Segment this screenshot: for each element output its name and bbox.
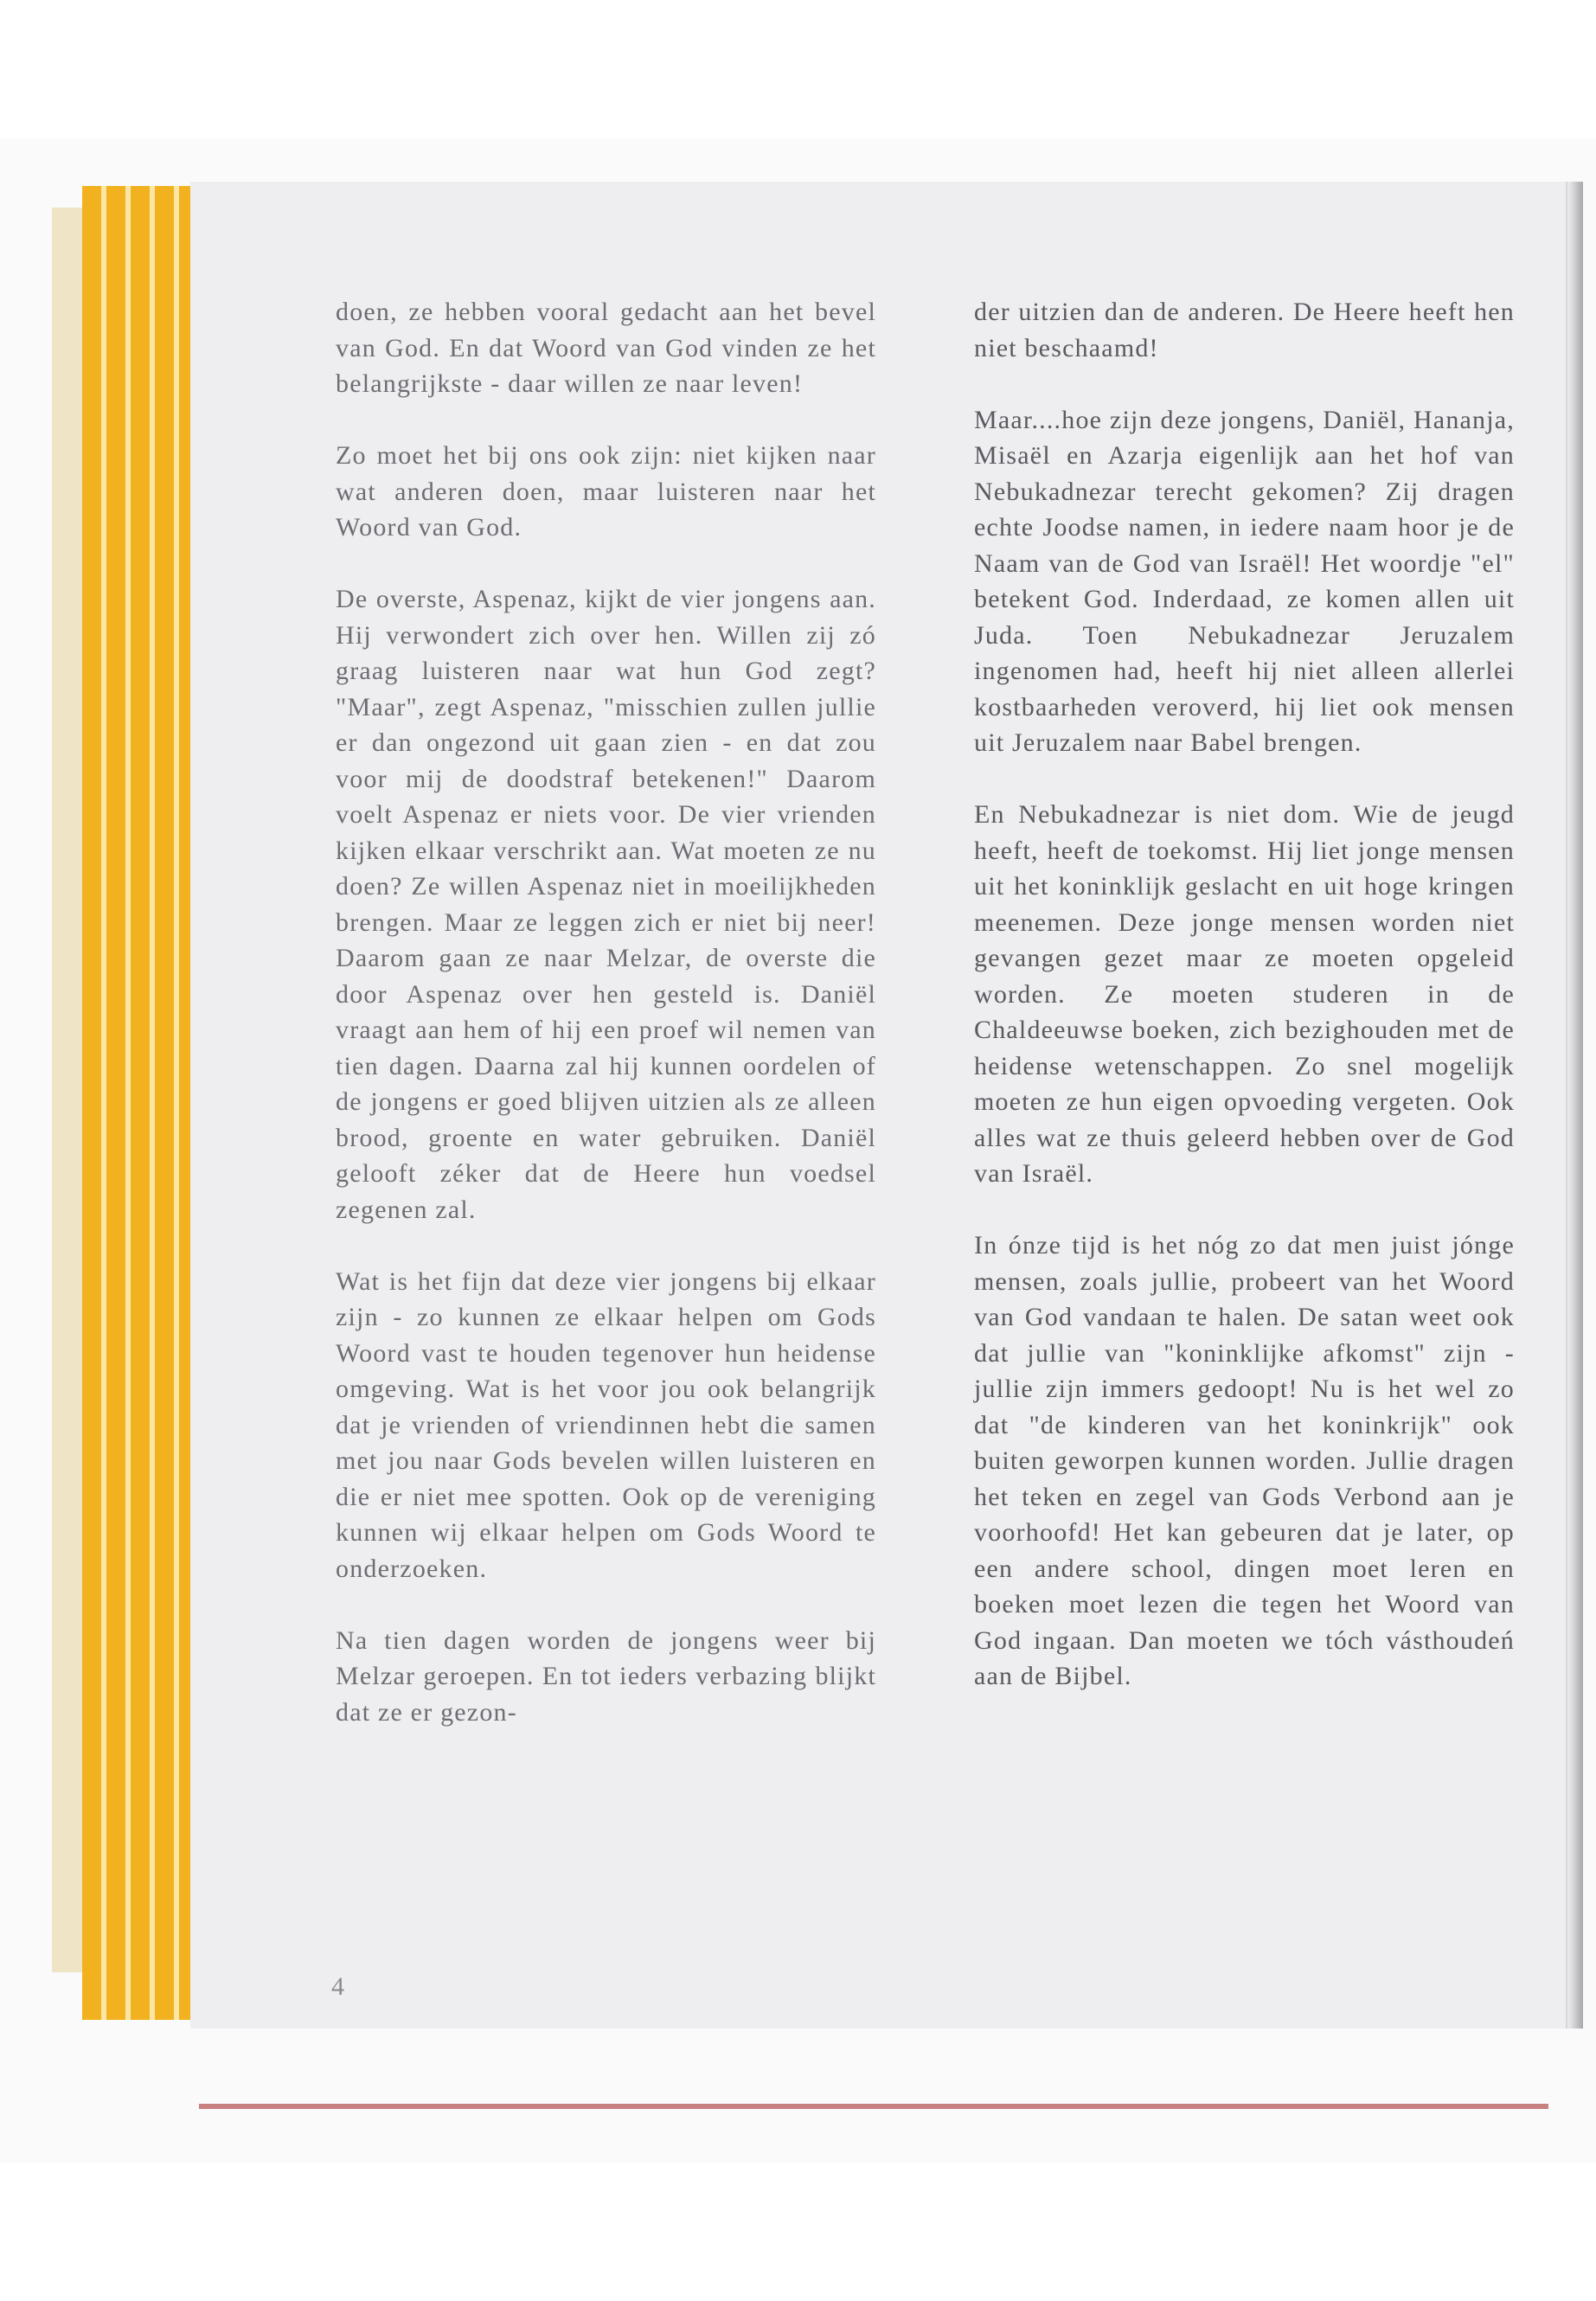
left-column — [336, 294, 876, 1766]
paragraph: De overste, Aspenaz, kijkt de vier jongens aan. Hij verwondert zich over hen. Willen zij zó graag luisteren naar wat hun God zegt? "Maar", zegt Aspenaz, "misschien zullen jullie er dan ongezond uit gaan zien - en dat zou voor mij de doodstraf betekenen!" Daarom voelt Aspenaz er niets voor. De vier vrienden kijken elkaar verschrikt aan. Wat moeten ze nu doen? Ze willen Aspenaz niet in moeilijkheden brengen. Maar ze leggen zich er niet bij neer! Daarom gaan ze naar Melzar, de overste die door Aspenaz over hen gesteld is. Daniël vraagt aan hem of hij een proef wil nemen van tien dagen. Daarna zal hij kunnen oordelen of de jongens er goed blijven uitzien als ze alleen brood, groente en water gebruiken. Daniël gelooft zéker dat de Heere hun voedsel zegenen zal. — [336, 585, 876, 1224]
bottom-edge-line — [199, 2104, 1548, 2109]
page-number: 4 — [331, 1972, 344, 2001]
paragraph: Maar....hoe zijn deze jongens, Daniël, Hananja, Misaël en Azarja eigenlijk aan het hof van Nebukadnezar terecht gekomen? Zij dragen echte Joodse namen, in iedere naam hoor je de Naam van de God van Israël! Het woordje "el" betekent God. Inderdaad, ze komen allen uit Juda. Toen Nebukadnezar Jeruzalem ingenomen had, heeft hij niet alleen allerlei kostbaarheden veroverd, hij liet ook mensen uit Jeruzalem naar Babel brengen. — [974, 405, 1515, 757]
paragraph: doen, ze hebben vooral gedacht aan het bevel van God. En dat Woord van God vinden ze het belangrijkste - daar willen ze naar leven! — [336, 298, 876, 398]
page-edges — [52, 208, 87, 1972]
paragraph: In ónze tijd is het nóg zo dat men juist jónge mensen, zoals jullie, probeert van het Woord van God vandaan te halen. De satan weet ook dat jullie van "koninklijke afkomst" zijn - jullie zijn immers gedoopt! Nu is het wel zo dat "de kinderen van het koninkrijk" ook buiten geworpen kunnen worden. Jullie dragen het teken en zegel van Gods Verbond aan je voorhoofd! Het kan gebeuren dat je later, op een andere school, dingen moet leren en boeken moet lezen die tegen het Woord van God ingaan. Dan moeten we tóch vásthoudeń aan de Bijbel. — [974, 1231, 1515, 1690]
paragraph: der uitzien dan de anderen. De Heere heeft hen niet beschaamd! — [974, 298, 1515, 362]
yellow-page-stripes — [82, 186, 203, 2020]
paragraph: En Nebukadnezar is niet dom. Wie de jeugd heeft, heeft de toekomst. Hij liet jonge mensen uit het koninklijk geslacht en uit hoge kringen meenemen. Deze jonge mensen worden niet gevangen gezet maar ze moeten opgeleid worden. Ze moeten studeren in de Chaldeeuwse boeken, zich bezighouden met de heidense wetenschappen. Zo snel mogelijk moeten ze hun eigen opvoeding vergeten. Ook alles wat ze thuis geleerd hebben over de God van Israël. — [974, 800, 1515, 1188]
paragraph: Na tien dagen worden de jongens weer bij Melzar geroepen. En tot ieders verbazing blijkt dat ze er gezon- — [336, 1625, 876, 1727]
paragraph: Zo moet het bij ons ook zijn: niet kijken naar wat anderen doen, maar luisteren naar het Woord van God. — [336, 441, 876, 542]
right-column — [974, 294, 1515, 1730]
paragraph: Wat is het fijn dat deze vier jongens bij elkaar zijn - zo kunnen ze elkaar helpen om Gods Woord vast te houden tegenover hun heidense omgeving. Wat is het voor jou ook belangrijk dat je vrienden of vriendinnen hebt die samen met jou naar Gods bevelen willen luisteren en die er niet mee spotten. Ook op de vereniging kunnen wij elkaar helpen om Gods Woord te onderzoeken. — [336, 1266, 876, 1583]
